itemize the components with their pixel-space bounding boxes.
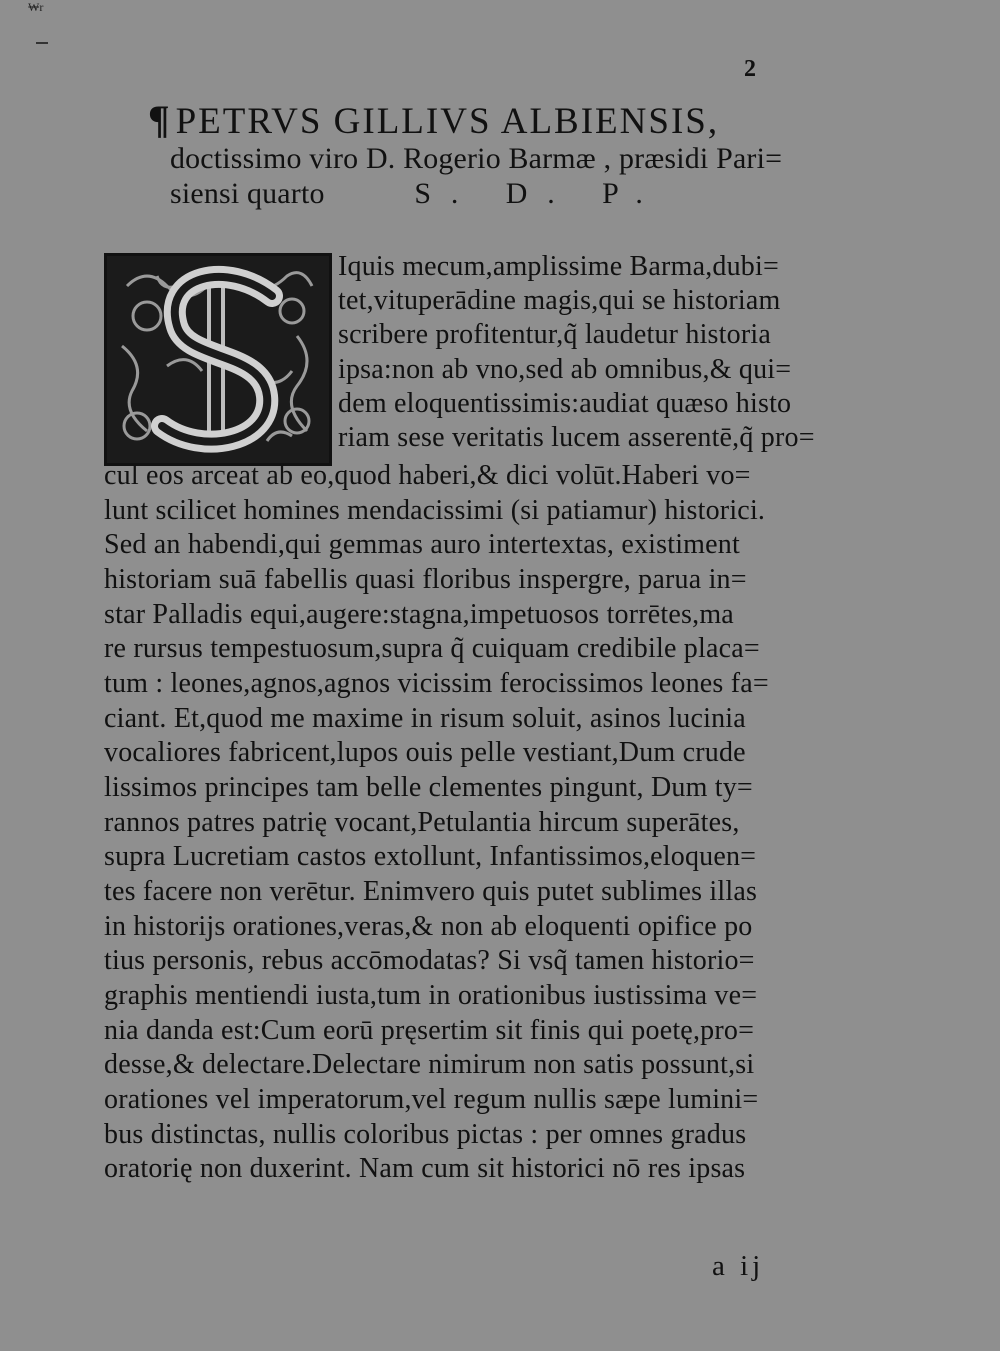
text-line: scribere profitentur,q̃ laudetur historia [338,319,771,350]
text-line: tet,vituperādine magis,qui se historiam [338,285,781,316]
text-line: vocaliores fabricent,lupos ouis pelle vestiant,Dum crude [104,737,746,768]
text-line: in historijs orationes,veras,& non ab eloquenti opifice po [104,911,753,942]
text-line: bus distinctas, nullis coloribus pictas : per omnes gradus [104,1119,747,1150]
text-line: orationes vel imperatorum,vel regum nullis sæpe lumini= [104,1084,759,1115]
text-line: tes facere non verētur. Enimvero quis putet sublimes illas [104,876,758,907]
folio-number: 2 [744,56,756,82]
text-line: lunt scilicet homines mendacissimi (si patiamur) historici. [104,495,766,526]
text-line: re rursus tempestuosum,supra q̃ cuiquam credibile placa= [104,633,760,664]
text-line: cul eos arceat ab eo,quod haberi,& dici volūt.Haberi vo= [104,460,751,491]
text-line: nia danda est:Cum eorū pręsertim sit finis qui poetę,pro= [104,1015,755,1046]
signature-mark: a ij [712,1250,765,1282]
text-line: Sed an habendi,qui gemmas auro intertextas, existiment [104,529,740,560]
page-heading [148,98,868,144]
text-line: dem eloquentissimis:audiat quæso histo [338,388,792,419]
text-line: lissimos principes tam belle clementes pingunt, Dum ty= [104,772,753,803]
text-line: star Palladis equi,augere:stagna,impetuosos torrētes,ma [104,599,734,630]
pilcrow-icon: ¶ [148,97,172,142]
corner-mark: ₩r [28,0,44,14]
text-line: oratorię non duxerint. Nam cum sit historici nō res ipsas [104,1153,746,1184]
text-line: graphis mentiendi iusta,tum in orationibus iustissima ve= [104,980,758,1011]
text-line: ciant. Et,quod me maxime in risum soluit, asinos lucinia [104,703,746,734]
salutation: S. D. P. [414,177,663,210]
text-line: tius personis, rebus accōmodatas? Si vsq̃ tamen historio= [104,945,755,976]
margin-dash [36,42,48,44]
text-line: supra Lucretiam castos extollunt, Infantissimos,eloquen= [104,841,757,872]
text-line: rannos patres patrię vocant,Petulantia hircum superātes, [104,807,740,838]
text-line: tum : leones,agnos,agnos vicissim ferocissimos leones fa= [104,668,769,699]
text-line: riam sese veritatis lucem asserentē,q̃ pro= [338,422,815,453]
text-line: Iquis mecum,amplissime Barma,dubi= [338,251,779,282]
dedication-line-1: doctissimo viro D. Rogerio Barmæ , præsidi Pari= [170,142,783,175]
dedication-line-2 [170,175,868,213]
dedication-place: siensi quarto [170,177,325,210]
text-line: desse,& delectare.Delectare nimirum non satis possunt,si [104,1049,755,1080]
heading-title: PETRVS GILLIVS ALBIENSIS, [175,101,720,142]
text-line: historiam suā fabellis quasi floribus inspergre, parua in= [104,564,747,595]
ornate-initial-s-icon [104,253,332,466]
text-line: ipsa:non ab vno,sed ab omnibus,& qui= [338,354,792,385]
